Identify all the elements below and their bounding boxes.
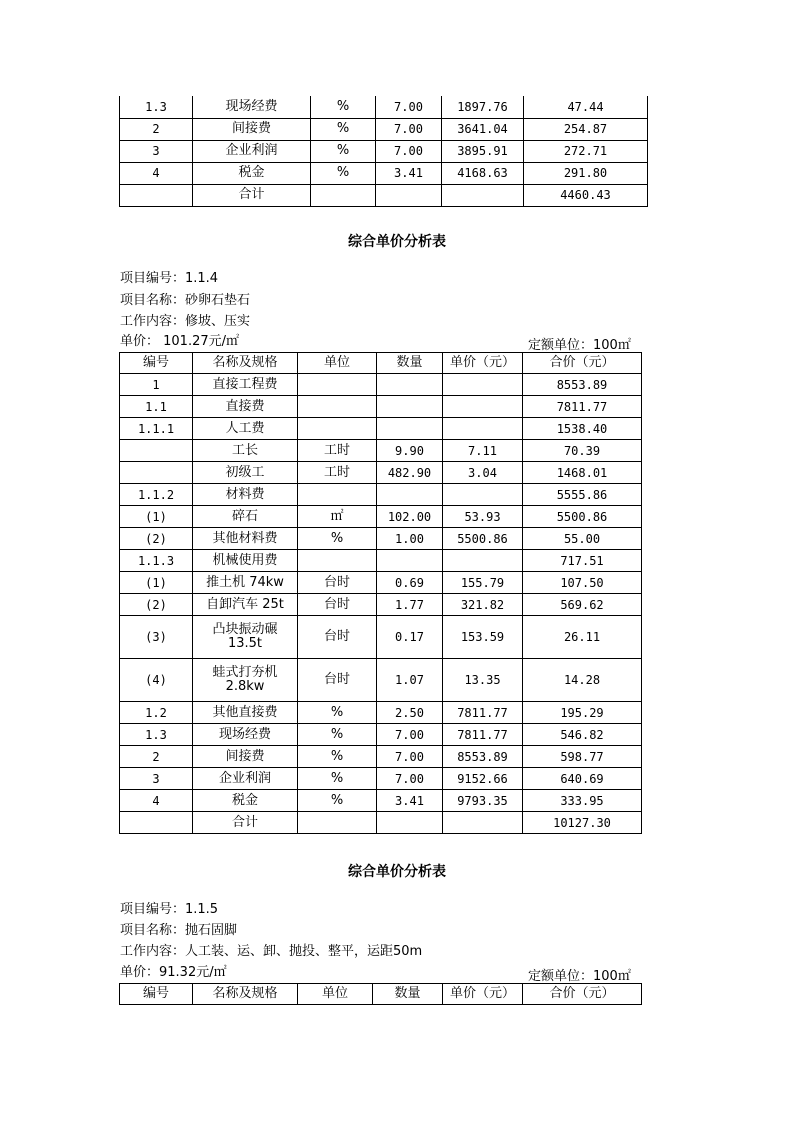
cell-code: 2 [120,746,193,768]
cell-total: 546.82 [523,724,642,746]
cell-unit: % [298,768,377,790]
quota-unit: 定额单位：100㎡ [528,338,631,353]
header-code: 编号 [120,353,193,374]
cell-unit-price: 53.93 [443,506,523,528]
cell-name: 现场经费 [193,96,311,118]
cell-text-line: 13.5t [227,636,263,651]
cell-quantity [377,374,443,396]
item-name: 项目名称：抛石固脚 [120,923,238,938]
cell-unit-price: 155.79 [443,572,523,594]
cell-unit [298,418,377,440]
cell-quantity: 1.77 [377,594,443,616]
cell-unit: 台时 [298,572,377,594]
table-header-row [120,353,642,374]
cell-name: 合计 [193,184,311,206]
cell-quantity: 0.17 [377,616,443,659]
cell-code: 3 [120,140,193,162]
cell-code: 1.1 [120,396,193,418]
cell-quantity: 7.00 [377,724,443,746]
cell-code: 4 [120,162,193,184]
unit-price: 单价： 101.27元/㎡ [120,334,239,349]
cell-code: 1.1.3 [120,550,193,572]
cell-quantity: 3.41 [376,162,442,184]
unit-price-analysis-table [119,352,642,834]
cell-code: (3) [120,616,193,659]
cell-quantity: 7.00 [376,140,442,162]
table-row [120,462,642,484]
table-row [120,440,642,462]
table-row [120,768,642,790]
cell-code: (4) [120,659,193,702]
cell-code: 3 [120,768,193,790]
cell-total: 26.11 [523,616,642,659]
cell-unit: ㎡ [298,506,377,528]
cell-quantity: 0.69 [377,572,443,594]
cell-unit-price [443,550,523,572]
cell-code: 4 [120,790,193,812]
cell-unit: 台时 [298,594,377,616]
cell-total: 7811.77 [523,396,642,418]
cell-total: 640.69 [523,768,642,790]
header-quantity: 数量 [373,984,443,1005]
cell-code: 1 [120,374,193,396]
cell-code: 1.2 [120,702,193,724]
table-row [120,506,642,528]
cell-quantity: 7.00 [377,768,443,790]
table-row [120,746,642,768]
table-row [120,594,642,616]
table-row [120,374,642,396]
cell-unit-price [443,484,523,506]
header-unit: 单位 [298,353,377,374]
cell-quantity: 1.07 [377,659,443,702]
table-row [120,616,642,659]
header-quantity: 数量 [377,353,443,374]
cell-total: 5500.86 [523,506,642,528]
cell-unit: 工时 [298,462,377,484]
cell-total: 717.51 [523,550,642,572]
cell-name: 工长 [193,440,298,462]
table-row [120,162,648,184]
cell-quantity: 7.00 [376,96,442,118]
cell-code: 1.3 [120,96,193,118]
cell-unit: % [311,96,376,118]
table-row [120,724,642,746]
cell-unit [298,374,377,396]
cell-code: 1.3 [120,724,193,746]
table-row [120,418,642,440]
cell-code [120,462,193,484]
cell-text-line: 2.8kw [225,679,265,694]
cell-text-line: 凸块振动碾 [212,622,278,637]
cell-name [193,616,298,659]
cell-code: 2 [120,118,193,140]
cell-unit-price: 3.04 [443,462,523,484]
table-row [120,702,642,724]
cell-text-line: 蛙式打夯机 [212,665,278,680]
cell-unit [298,812,377,834]
header-unit-price: 单价（元） [443,984,523,1005]
cell-total: 10127.30 [523,812,642,834]
cell-name: 自卸汽车 25t [193,594,298,616]
cell-name: 材料费 [193,484,298,506]
cell-unit-price: 4168.63 [442,162,524,184]
section-title: 综合单价分析表 [348,864,446,880]
header-unit-price: 单价（元） [443,353,523,374]
cell-unit: % [311,140,376,162]
cell-name: 人工费 [193,418,298,440]
cell-name: 税金 [193,790,298,812]
cell-unit: % [298,702,377,724]
cell-quantity: 2.50 [377,702,443,724]
cell-unit-price: 8553.89 [443,746,523,768]
header-total: 合价（元） [523,353,642,374]
cell-total: 8553.89 [523,374,642,396]
item-number: 项目编号：1.1.5 [120,902,219,917]
table-row [120,140,648,162]
table-header-row [120,984,642,1005]
cell-total: 47.44 [524,96,648,118]
cell-unit: 工时 [298,440,377,462]
cell-quantity: 3.41 [377,790,443,812]
cell-quantity [377,812,443,834]
cell-name: 直接费 [193,396,298,418]
cell-quantity: 7.00 [377,746,443,768]
cell-code: 1.1.1 [120,418,193,440]
cell-quantity [377,396,443,418]
work-content: 工作内容：修坡、压实 [120,314,251,329]
cell-name: 间接费 [193,118,311,140]
cell-unit-price: 3895.91 [442,140,524,162]
cell-unit-price: 9793.35 [443,790,523,812]
unit-price: 单价：91.32元/㎡ [120,965,227,980]
cell-code [120,440,193,462]
cell-name: 机械使用费 [193,550,298,572]
cell-name: 其他材料费 [193,528,298,550]
cell-total: 55.00 [523,528,642,550]
cell-unit-price [443,374,523,396]
cell-name: 合计 [193,812,298,834]
cell-unit: % [311,162,376,184]
item-number: 项目编号：1.1.4 [120,271,219,286]
cell-quantity: 9.90 [377,440,443,462]
cell-unit-price: 1897.76 [442,96,524,118]
cell-quantity [377,550,443,572]
table-row [120,118,648,140]
cell-total: 598.77 [523,746,642,768]
section-title: 综合单价分析表 [348,234,446,250]
table-row [120,550,642,572]
table-row [120,484,642,506]
cell-name: 推土机 74kw [193,572,298,594]
header-name: 名称及规格 [193,984,298,1005]
cell-name [193,659,298,702]
table-row [120,572,642,594]
cell-unit-price: 7.11 [443,440,523,462]
cell-name: 直接工程费 [193,374,298,396]
cell-unit-price: 9152.66 [443,768,523,790]
cell-total: 4460.43 [524,184,648,206]
cell-quantity: 102.00 [377,506,443,528]
cell-total: 14.28 [523,659,642,702]
cell-unit-price [443,396,523,418]
cell-total: 333.95 [523,790,642,812]
cell-total: 70.39 [523,440,642,462]
cell-unit-price: 5500.86 [443,528,523,550]
cell-unit-price [442,184,524,206]
cell-quantity [377,418,443,440]
header-total: 合价（元） [523,984,642,1005]
cell-unit: % [298,724,377,746]
cell-unit: 台时 [298,616,377,659]
cell-unit-price [443,812,523,834]
cell-unit-price: 7811.77 [443,702,523,724]
cell-name: 初级工 [193,462,298,484]
cell-unit [298,550,377,572]
cell-quantity: 1.00 [377,528,443,550]
cell-name: 间接费 [193,746,298,768]
cell-code [120,184,193,206]
cell-quantity [377,484,443,506]
cell-unit-price [443,418,523,440]
cell-name: 税金 [193,162,311,184]
cell-unit [298,484,377,506]
cell-total: 1538.40 [523,418,642,440]
header-unit: 单位 [298,984,373,1005]
table-row [120,396,642,418]
work-content: 工作内容：人工装、运、卸、抛投、整平，运距50m [120,944,423,959]
cell-name: 企业利润 [193,768,298,790]
cell-quantity: 7.00 [376,118,442,140]
cell-code: (2) [120,594,193,616]
cell-total: 107.50 [523,572,642,594]
table-row [120,812,642,834]
quota-unit: 定额单位：100㎡ [528,969,631,984]
table-row [120,96,648,118]
cell-unit-price: 321.82 [443,594,523,616]
cell-quantity [376,184,442,206]
cell-total: 195.29 [523,702,642,724]
cell-unit [298,396,377,418]
cell-total: 1468.01 [523,462,642,484]
cell-name: 碎石 [193,506,298,528]
cell-unit-price: 7811.77 [443,724,523,746]
table-row [120,659,642,702]
table-row [120,184,648,206]
cell-code: (1) [120,572,193,594]
unit-price-analysis-table [119,983,642,1005]
header-code: 编号 [120,984,193,1005]
cell-unit: % [298,790,377,812]
cell-unit: % [311,118,376,140]
cell-unit-price: 13.35 [443,659,523,702]
cell-unit: 台时 [298,659,377,702]
cell-name: 企业利润 [193,140,311,162]
cell-name: 其他直接费 [193,702,298,724]
cell-code [120,812,193,834]
cell-unit [311,184,376,206]
cell-unit: % [298,528,377,550]
cell-unit: % [298,746,377,768]
cell-name: 现场经费 [193,724,298,746]
cell-total: 569.62 [523,594,642,616]
cell-unit-price: 153.59 [443,616,523,659]
cell-total: 254.87 [524,118,648,140]
cell-code: (2) [120,528,193,550]
cell-quantity: 482.90 [377,462,443,484]
cell-total: 272.71 [524,140,648,162]
table-row [120,790,642,812]
table-row [120,528,642,550]
cell-total: 291.80 [524,162,648,184]
cell-total: 5555.86 [523,484,642,506]
cell-unit-price: 3641.04 [442,118,524,140]
header-name: 名称及规格 [193,353,298,374]
item-name: 项目名称：砂卵石垫石 [120,293,251,308]
cell-code: (1) [120,506,193,528]
continued-cost-table [119,96,648,207]
cell-code: 1.1.2 [120,484,193,506]
